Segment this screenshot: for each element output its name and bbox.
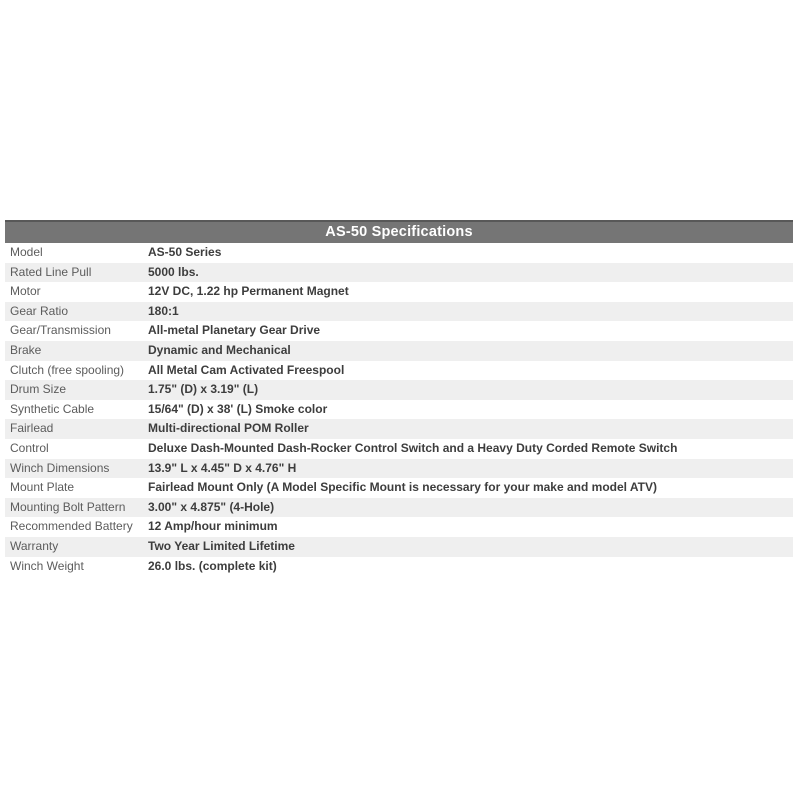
spec-row — [5, 400, 793, 420]
spec-row-label: Brake — [10, 342, 42, 357]
spec-row-value: Deluxe Dash-Mounted Dash-Rocker Control Switch and a Heavy Duty Corded Remote Switch — [148, 440, 678, 455]
spec-row-label: Motor — [10, 284, 41, 299]
spec-row-label: Fairlead — [10, 421, 54, 436]
spec-row-label: Model — [10, 245, 43, 259]
spec-row-label: Recommended Battery — [10, 519, 133, 534]
spec-row-value: 26.0 lbs. (complete kit) — [148, 558, 277, 573]
spec-row — [5, 380, 793, 400]
spec-table — [5, 220, 793, 576]
spec-row-value: 12V DC, 1.22 hp Permanent Magnet — [148, 284, 349, 299]
spec-row-label: Drum Size — [10, 382, 67, 397]
spec-row-value: Dynamic and Mechanical — [148, 342, 291, 357]
spec-row-value: Multi-directional POM Roller — [148, 421, 309, 436]
spec-row-label: Warranty — [10, 538, 59, 553]
spec-row — [5, 263, 793, 283]
spec-row — [5, 321, 793, 341]
spec-row — [5, 478, 793, 498]
spec-row-label: Control — [10, 440, 49, 455]
spec-row-label: Clutch (free spooling) — [10, 362, 125, 377]
spec-row-value: 12 Amp/hour minimum — [148, 519, 278, 534]
spec-row-value: AS-50 Series — [148, 245, 222, 259]
spec-row-value: 13.9" L x 4.45" D x 4.76" H — [148, 460, 297, 475]
spec-row-label: Rated Line Pull — [10, 264, 92, 279]
spec-row-label: Winch Dimensions — [10, 460, 110, 475]
spec-row-label: Synthetic Cable — [10, 401, 95, 416]
spec-row-value: 15/64" (D) x 38' (L) Smoke color — [148, 401, 328, 416]
spec-row — [5, 341, 793, 361]
spec-row — [5, 498, 793, 518]
spec-row — [5, 419, 793, 439]
spec-row-value: 180:1 — [148, 303, 179, 318]
spec-row — [5, 302, 793, 322]
spec-row-value: Two Year Limited Lifetime — [148, 538, 295, 553]
spec-row-label: Gear Ratio — [10, 303, 69, 318]
spec-row-label: Mounting Bolt Pattern — [10, 499, 126, 514]
spec-row — [5, 243, 793, 263]
spec-row — [5, 282, 793, 302]
spec-row — [5, 557, 793, 577]
spec-row — [5, 361, 793, 381]
spec-row-label: Mount Plate — [10, 480, 75, 495]
spec-row-label: Winch Weight — [10, 558, 84, 573]
spec-table-body — [5, 243, 793, 576]
spec-row — [5, 439, 793, 459]
spec-row — [5, 517, 793, 537]
spec-row-value: 5000 lbs. — [148, 264, 199, 279]
spec-row-label: Gear/Transmission — [10, 323, 111, 338]
spec-table-title: AS-50 Specifications — [5, 220, 793, 243]
spec-row-value: 3.00" x 4.875" (4-Hole) — [148, 499, 275, 514]
spec-row-value: All Metal Cam Activated Freespool — [148, 362, 345, 377]
spec-row-value: Fairlead Mount Only (A Model Specific Mount is necessary for your make and model ATV) — [148, 480, 657, 495]
spec-row-value: 1.75" (D) x 3.19" (L) — [148, 382, 259, 397]
spec-row — [5, 459, 793, 479]
spec-row — [5, 537, 793, 557]
spec-row-value: All-metal Planetary Gear Drive — [148, 323, 321, 338]
